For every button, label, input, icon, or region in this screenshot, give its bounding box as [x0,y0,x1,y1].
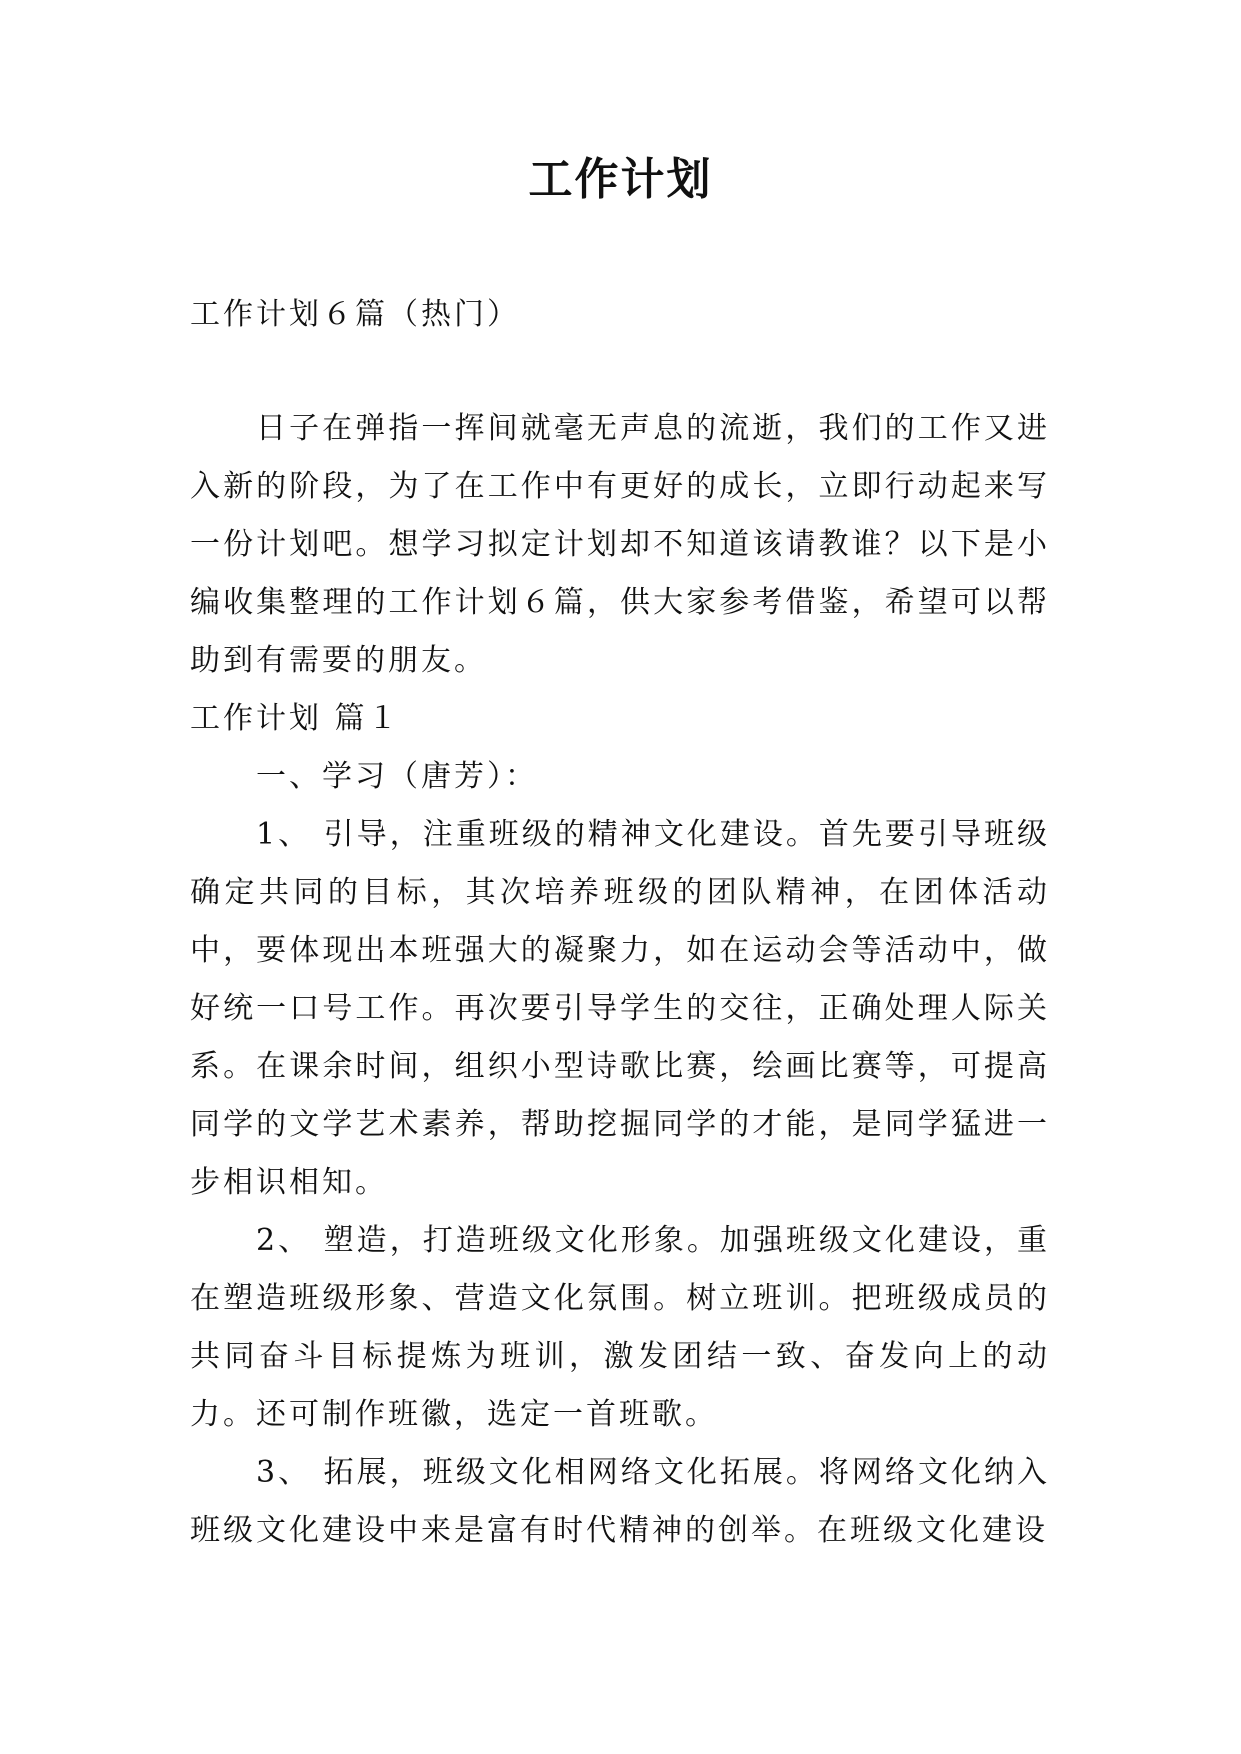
document-subtitle: 工作计划６篇（热门） [190,297,520,332]
item-paragraph-1: 1、 引导，注重班级的精神文化建设。首先要引导班级确定共同的目标，其次培养班级的团队精神，在团体活动中，要体现出本班强大的凝聚力，如在运动会等活动中，做好统一口号工作。再次要引导学生的交往，正确处理人际关系。在课余时间，组织小型诗歌比赛，绘画比赛等，可提高同学的文学艺术素养，帮助挖掘同学的才能，是同学猛进一步相识相知。 [190,817,1050,1200]
document-body [190,400,1050,1560]
intro-paragraph: 日子在弹指一挥间就毫无声息的流逝，我们的工作又进入新的阶段，为了在工作中有更好的成长，立即行动起来写一份计划吧。想学习拟定计划却不知道该请教谁？以下是小编收集整理的工作计划６篇，供大家参考借鉴，希望可以帮助到有需要的朋友。 [190,411,1050,678]
page-title: 工作计划 [528,154,713,205]
item-paragraph-2: 2、 塑造，打造班级文化形象。加强班级文化建设，重在塑造班级形象、营造文化氛围。树立班训。把班级成员的共同奋斗目标提炼为班训，激发团结一致、奋发向上的动力。还可制作班徽，选定一首班歌。 [190,1223,1050,1432]
item-paragraph-3: 3、 拓展，班级文化相网络文化拓展。将网络文化纳入班级文化建设中来是富有时代精神的创举。在班级文化建设 [190,1455,1050,1548]
subsection-heading: 一、学习（唐芳）： [256,759,538,794]
section-heading: 工作计划 篇１ [190,701,401,736]
